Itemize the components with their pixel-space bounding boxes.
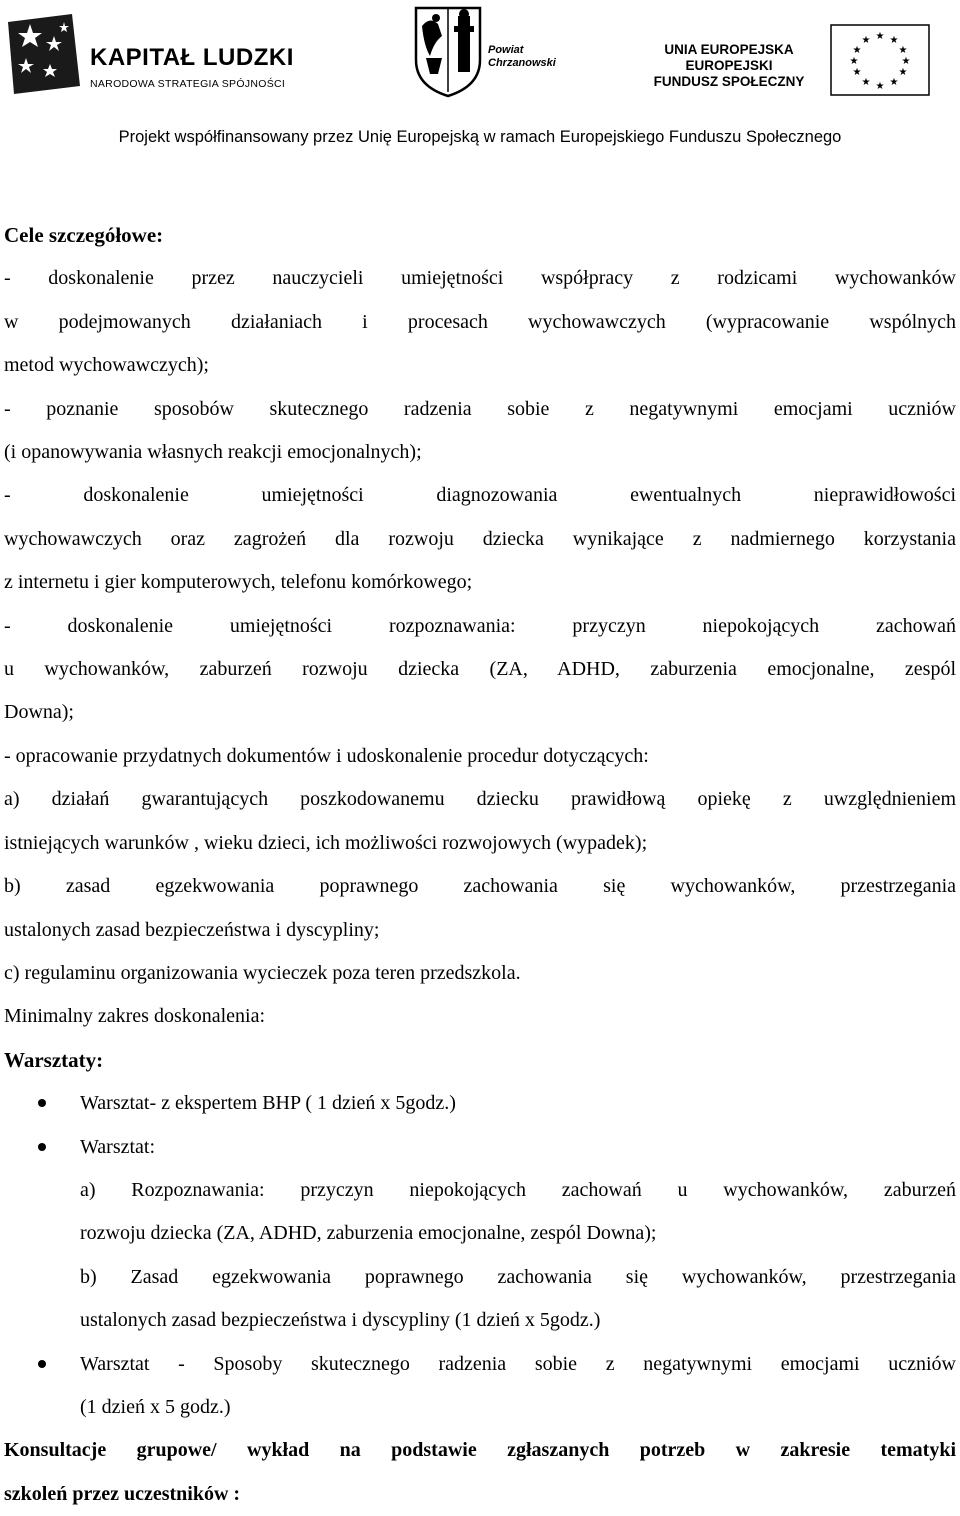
konsultacje-line-2: szkoleń przez uczestników : (4, 1482, 241, 1505)
text-line: c) regulaminu organizowania wycieczek poza teren przedszkola. (4, 961, 521, 984)
powiat-chrzanowski-logo (412, 2, 572, 100)
bullet-item: Warsztat- z ekspertem BHP ( 1 dzień x 5godz.) (4, 1082, 956, 1125)
eu-line-2: EUROPEJSKI (685, 58, 773, 73)
kapital-ludzki-emblem (8, 14, 80, 94)
powiat-line-2: Chrzanowski (488, 57, 556, 69)
svg-text:★: ★ (889, 35, 899, 46)
heading-warsztaty: Warsztaty: (4, 1047, 104, 1072)
bullet-continuation: a) Rozpoznawania: przyczyn niepokojących zachowań u wychowanków, zaburzeń (80, 1178, 956, 1201)
bullet-continuation: b) Zasad egzekwowania poprawnego zachowania się wychowanków, przestrzegania (80, 1265, 956, 1288)
bullet-continuation: rozwoju dziecka (ZA, ADHD, zaburzenia emocjonalne, zespól Downa); (80, 1222, 657, 1245)
text-line: (i opanowywania własnych reakcji emocjonalnych); (4, 441, 422, 464)
svg-text:★: ★ (875, 81, 885, 92)
svg-text:★: ★ (849, 56, 859, 67)
svg-text:★: ★ (898, 67, 908, 78)
svg-text:★: ★ (861, 77, 871, 88)
eu-line-3: FUNDUSZ SPOŁECZNY (653, 74, 805, 89)
text-line: Downa); (4, 701, 74, 724)
kapital-ludzki-logo (8, 14, 308, 94)
text-line: z internetu i gier komputerowych, telefonu komórkowego; (4, 571, 473, 594)
text-line: a) działań gwarantujących poszkodowanemu dziecku prawidłową opiekę z uwzględnieniem (4, 788, 956, 811)
text-line: istniejących warunków , wieku dzieci, ich możliwości rozwojowych (wypadek); (4, 831, 648, 854)
text-line: ustalonych zasad bezpieczeństwa i dyscypliny; (4, 918, 380, 941)
text-line: - doskonalenie umiejętności rozpoznawania: przyczyn niepokojących zachowań (4, 614, 956, 637)
konsultacje-line-1: Konsultacje grupowe/ wykład na podstawie zgłaszanych potrzeb w zakresie tematyki (4, 1439, 956, 1462)
bullet-continuation: (1 dzień x 5 godz.) (80, 1395, 231, 1418)
bullet-item: Warsztat: (4, 1126, 956, 1169)
eu-text (650, 42, 808, 90)
svg-text:★: ★ (875, 31, 885, 42)
heading-cele: Cele szczegółowe: (4, 223, 164, 247)
svg-text:★: ★ (901, 56, 911, 67)
powiat-line-1: Powiat (488, 44, 524, 56)
text-line: metod wychowawczych); (4, 354, 209, 377)
text-line: - doskonalenie przez nauczycieli umiejętności współpracy z rodzicami wychowanków (4, 267, 956, 290)
text-line: - poznanie sposobów skutecznego radzenia sobie z negatywnymi emocjami uczniów (4, 397, 956, 420)
svg-text:★: ★ (852, 45, 862, 56)
svg-text:★: ★ (898, 45, 908, 56)
text-line: w podejmowanych działaniach i procesach wychowawczych (wypracowanie wspólnych (4, 310, 956, 333)
svg-text:★: ★ (861, 35, 871, 46)
text-line: - opracowanie przydatnych dokumentów i udoskonalenie procedur dotyczących: (4, 744, 649, 767)
eu-line-1: UNIA EUROPEJSKA (664, 42, 794, 57)
text-line: u wychowanków, zaburzeń rozwoju dziecka (ZA, ADHD, zaburzenia emocjonalne, zespól (4, 658, 956, 681)
page-header (0, 0, 960, 160)
text-line: - doskonalenie umiejętności diagnozowania ewentualnych nieprawidłowości (4, 484, 956, 507)
document-body (4, 214, 956, 1516)
powiat-text (488, 44, 556, 70)
svg-text:★: ★ (889, 77, 899, 88)
svg-text:★: ★ (852, 67, 862, 78)
text-line: b) zasad egzekwowania poprawnego zachowania się wychowanków, przestrzegania (4, 875, 956, 898)
text-line: Minimalny zakres doskonalenia: (4, 1005, 266, 1028)
eu-flag-icon (830, 24, 930, 96)
text-line: wychowawczych oraz zagrożeń dla rozwoju dziecka wynikające z nadmiernego korzystania (4, 527, 956, 550)
powiat-coat-of-arms-icon (412, 2, 484, 98)
bullet-item: Warsztat - Sposoby skutecznego radzenia sobie z negatywnymi emocjami uczniów (4, 1343, 956, 1386)
project-cofinancing-line: Projekt współfinansowany przez Unię Europejską w ramach Europejskiego Funduszu Społecznego (118, 128, 842, 146)
eu-social-fund-logo (650, 24, 932, 100)
kapital-ludzki-title: KAPITAŁ LUDZKI (90, 44, 294, 71)
kapital-ludzki-subtitle: NARODOWA STRATEGIA SPÓJNOŚCI (90, 78, 286, 90)
bullet-continuation: ustalonych zasad bezpieczeństwa i dyscypliny (1 dzień x 5godz.) (80, 1309, 601, 1332)
